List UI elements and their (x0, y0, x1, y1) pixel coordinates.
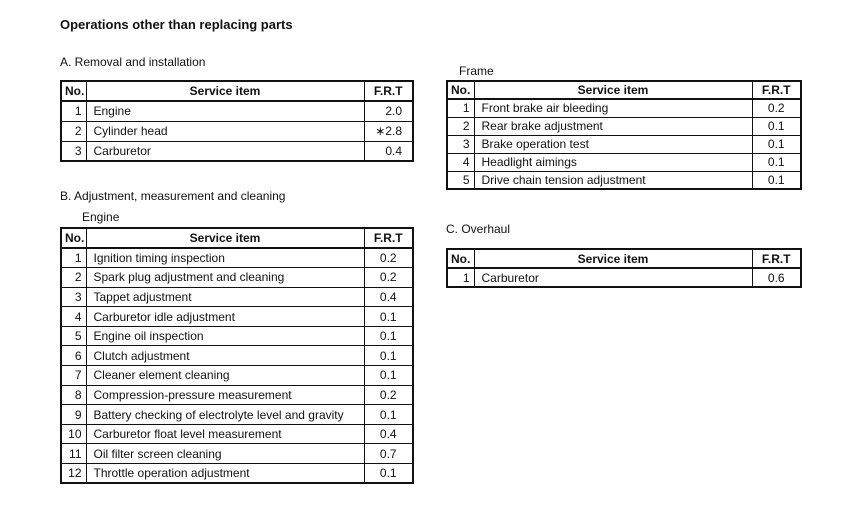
service-item: Carburetor (474, 268, 752, 287)
frt-value: 0.2 (364, 385, 413, 405)
row-number: 8 (61, 385, 86, 405)
row-number: 11 (61, 444, 86, 464)
table-row (61, 121, 413, 141)
row-number: 2 (61, 121, 86, 141)
col-header-frt: F.R.T (752, 249, 801, 268)
table-row (447, 171, 801, 189)
row-number: 2 (447, 117, 474, 135)
col-header-frt: F.R.T (752, 81, 801, 99)
service-item: Cleaner element cleaning (86, 366, 364, 386)
row-number: 5 (447, 171, 474, 189)
page-title: Operations other than replacing parts (60, 17, 293, 32)
service-item: Headlight aimings (474, 153, 752, 171)
row-number: 4 (61, 307, 86, 327)
table-row (61, 287, 413, 307)
frt-value: 0.1 (752, 153, 801, 171)
service-item: Tappet adjustment (86, 287, 364, 307)
row-number: 7 (61, 366, 86, 386)
engine-subtitle: Engine (82, 210, 120, 224)
frt-value: 0.1 (364, 366, 413, 386)
table-row (61, 464, 413, 484)
service-item: Rear brake adjustment (474, 117, 752, 135)
table-row (447, 153, 801, 171)
frt-value: 0.1 (752, 171, 801, 189)
engine-adjustment-table (60, 227, 414, 484)
frt-value: 0.2 (752, 99, 801, 117)
frt-value: 0.1 (364, 405, 413, 425)
frame-adjustment-table (446, 80, 802, 190)
table-row (61, 141, 413, 161)
frame-subtitle: Frame (459, 64, 494, 78)
row-number: 2 (61, 268, 86, 288)
section-a-title: A. Removal and installation (60, 55, 206, 69)
service-item: Compression-pressure measurement (86, 385, 364, 405)
frt-value: 0.1 (364, 307, 413, 327)
frt-value: 0.4 (364, 424, 413, 444)
table-row (61, 405, 413, 425)
service-item: Engine oil inspection (86, 326, 364, 346)
col-header-frt: F.R.T (364, 228, 413, 248)
frt-value: 0.1 (752, 135, 801, 153)
service-item: Oil filter screen cleaning (86, 444, 364, 464)
service-item: Battery checking of electrolyte level and gravity (86, 405, 364, 425)
service-item: Front brake air bleeding (474, 99, 752, 117)
service-item: Brake operation test (474, 135, 752, 153)
row-number: 5 (61, 326, 86, 346)
row-number: 1 (61, 101, 86, 121)
table-row (61, 307, 413, 327)
overhaul-table (446, 248, 802, 288)
row-number: 3 (447, 135, 474, 153)
frt-value: 0.2 (364, 248, 413, 268)
frt-value: 2.0 (364, 101, 413, 121)
row-number: 1 (61, 248, 86, 268)
service-item: Engine (86, 101, 364, 121)
removal-installation-table (60, 80, 414, 162)
frt-value: 0.1 (364, 346, 413, 366)
frt-value: 0.7 (364, 444, 413, 464)
table-row (61, 101, 413, 121)
col-header-no: No. (447, 249, 474, 268)
service-item: Throttle operation adjustment (86, 464, 364, 484)
frt-value: 0.1 (752, 117, 801, 135)
row-number: 6 (61, 346, 86, 366)
service-item: Carburetor idle adjustment (86, 307, 364, 327)
table-row (61, 444, 413, 464)
service-item: Carburetor (86, 141, 364, 161)
frt-value: 0.4 (364, 287, 413, 307)
table-row (61, 366, 413, 386)
col-header-no: No. (61, 81, 86, 101)
service-item: Ignition timing inspection (86, 248, 364, 268)
row-number: 10 (61, 424, 86, 444)
table-row (447, 268, 801, 287)
row-number: 9 (61, 405, 86, 425)
service-item: Carburetor float level measurement (86, 424, 364, 444)
col-header-service-item: Service item (86, 228, 364, 248)
frt-value: 0.2 (364, 268, 413, 288)
frt-value: 0.1 (364, 464, 413, 484)
service-item: Drive chain tension adjustment (474, 171, 752, 189)
col-header-no: No. (447, 81, 474, 99)
col-header-frt: F.R.T (364, 81, 413, 101)
table-row (61, 248, 413, 268)
section-b-title: B. Adjustment, measurement and cleaning (60, 189, 286, 203)
service-item: Clutch adjustment (86, 346, 364, 366)
row-number: 3 (61, 287, 86, 307)
table-row (447, 99, 801, 117)
col-header-service-item: Service item (474, 81, 752, 99)
table-row (61, 385, 413, 405)
table-row (61, 346, 413, 366)
row-number: 12 (61, 464, 86, 484)
table-row (61, 326, 413, 346)
table-row (447, 117, 801, 135)
col-header-no: No. (61, 228, 86, 248)
col-header-service-item: Service item (86, 81, 364, 101)
row-number: 4 (447, 153, 474, 171)
row-number: 3 (61, 141, 86, 161)
service-item: Cylinder head (86, 121, 364, 141)
frt-value: 0.1 (364, 326, 413, 346)
table-row (61, 268, 413, 288)
row-number: 1 (447, 268, 474, 287)
section-c-title: C. Overhaul (446, 222, 511, 236)
table-row (61, 424, 413, 444)
col-header-service-item: Service item (474, 249, 752, 268)
service-item: Spark plug adjustment and cleaning (86, 268, 364, 288)
frt-value: ∗2.8 (364, 121, 413, 141)
table-row (447, 135, 801, 153)
frt-value: 0.6 (752, 268, 801, 287)
frt-value: 0.4 (364, 141, 413, 161)
row-number: 1 (447, 99, 474, 117)
